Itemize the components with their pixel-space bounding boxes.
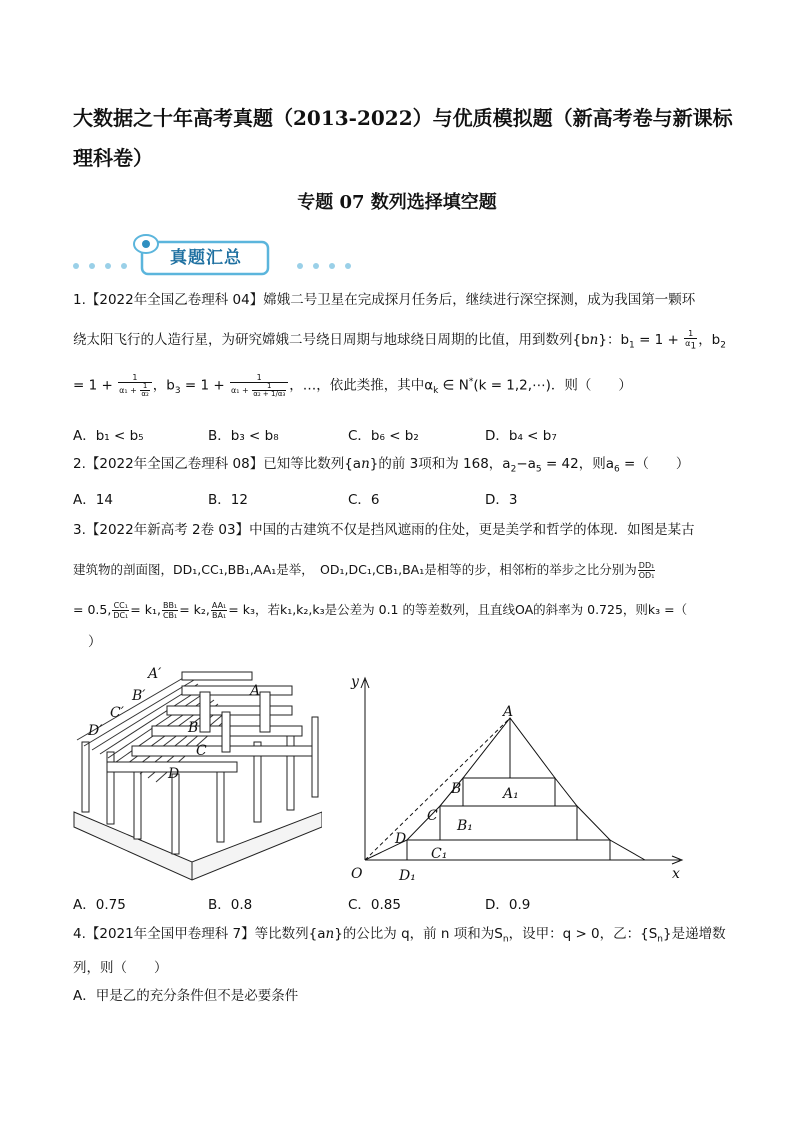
label-a: A [250, 683, 261, 699]
cross-section-coordinate-diagram [345, 668, 695, 886]
option-d[interactable]: D．b₄ < b₇ [485, 428, 557, 444]
label-b: B [188, 720, 199, 736]
question-3-line-2: 建筑物的剖面图，DD₁,CC₁,BB₁,AA₁是举， OD₁,DC₁,CB₁,BA₁是相等的步，相邻桁的举步之比分别为 $\frac{\text{DD₁}}{\text{OD₁}}$ [73, 561, 655, 580]
question-1-line-3: = 1 + 1 α₁ + $\frac{1}{\text{α₂}}$ ，$b_3 = 1$ + 1 α₁ + $\frac{1}{\text{α₂ + 1/α₃}}$ ，…，依此类推，其中$\alpha_k$ ∈ N*(k = 1,2,⋯)．则（ ） [73, 373, 632, 398]
question-2-line-1: 2.【2022年全国乙卷理科 08】已知等比数列{an}的前 3项和为 168，$a_2-a_5 = 42$，则$a_6$ =（ ） [73, 456, 690, 475]
option-b[interactable]: B．12 [208, 492, 248, 508]
label-c-prime: C′ [110, 705, 124, 721]
question-3-line-1: 3.【2022年新高考 2卷 03】中国的古建筑不仅是挡风遮雨的住处，更是美学和哲学的体现．如图是某古 [73, 522, 695, 538]
point-c-label: C [427, 808, 438, 824]
page-title: 大数据之十年高考真题（2013-2022）与优质模拟题（新高考卷与新课标理科卷） [73, 106, 733, 170]
page-subtitle: 专题 07 数列选择填空题 [297, 192, 497, 213]
option-d[interactable]: D．3 [485, 492, 518, 508]
point-d-label: D [395, 831, 407, 847]
point-d1-label: D₁ [399, 868, 416, 884]
question-1-line-2: 绕太阳飞行的人造行星，为研究嫦娥二号绕日周期与地球绕日周期的比值，用到数列{bn}：$b_1 = 1$ + $\frac{1}{\alpha_1}$ ，$b_2$ [73, 328, 726, 352]
option-a[interactable]: A．b₁ < b₅ [73, 428, 144, 444]
question-4-option-a[interactable]: A．甲是乙的充分条件但不是必要条件 [73, 988, 299, 1004]
point-c1-label: C₁ [431, 846, 448, 862]
option-a[interactable]: A．0.75 [73, 897, 126, 913]
ancient-building-illustration [72, 662, 322, 882]
axis-y-label: y [351, 674, 359, 690]
label-c: C [196, 743, 207, 759]
point-b1-label: B₁ [457, 818, 473, 834]
label-b-prime: B′ [132, 688, 146, 704]
label-d: D [168, 766, 180, 782]
question-4-line-1: 4.【2021年全国甲卷理科 7】等比数列{an}的公比为 q，前 n 项和为$S_n$，设甲：q > 0，乙：$\{S_n\}$是递增数 [73, 926, 726, 945]
option-c[interactable]: C．b₆ < b₂ [348, 428, 419, 444]
label-d-prime: D′ [88, 723, 103, 739]
point-b-label: B [451, 781, 462, 797]
point-a-label: A [503, 704, 514, 720]
option-b[interactable]: B．b₃ < b₈ [208, 428, 279, 444]
question-4-line-2: 列，则（ ） [73, 960, 168, 976]
option-a[interactable]: A．14 [73, 492, 113, 508]
label-a-prime: A′ [148, 666, 162, 682]
option-c[interactable]: C．0.85 [348, 897, 401, 913]
axis-x-label: x [672, 866, 680, 882]
section-banner-label: 真题汇总 [170, 248, 242, 268]
option-c[interactable]: C．6 [348, 492, 380, 508]
question-3-line-4: ） [88, 634, 102, 650]
option-d[interactable]: D．0.9 [485, 897, 531, 913]
question-3-line-3: = 0.5, $\frac{\text{CC₁}}{\text{DC₁}}$ = k₁, $\frac{\text{BB₁}}{\text{CB₁}}$ = k₂, $\frac{\text{AA₁}}{\text{BA₁}}$ = k₃，若k₁,k₂,k₃是公差为 0.1 的等差数列，且直线OA的斜率为 0.725，则k₃ =（ [73, 601, 688, 620]
origin-label: O [351, 866, 363, 882]
option-b[interactable]: B．0.8 [208, 897, 253, 913]
point-a1-label: A₁ [503, 786, 519, 802]
question-1-line-1: 1.【2022年全国乙卷理科 04】嫦娥二号卫星在完成探月任务后，继续进行深空探测，成为我国第一颗环 [73, 292, 696, 308]
